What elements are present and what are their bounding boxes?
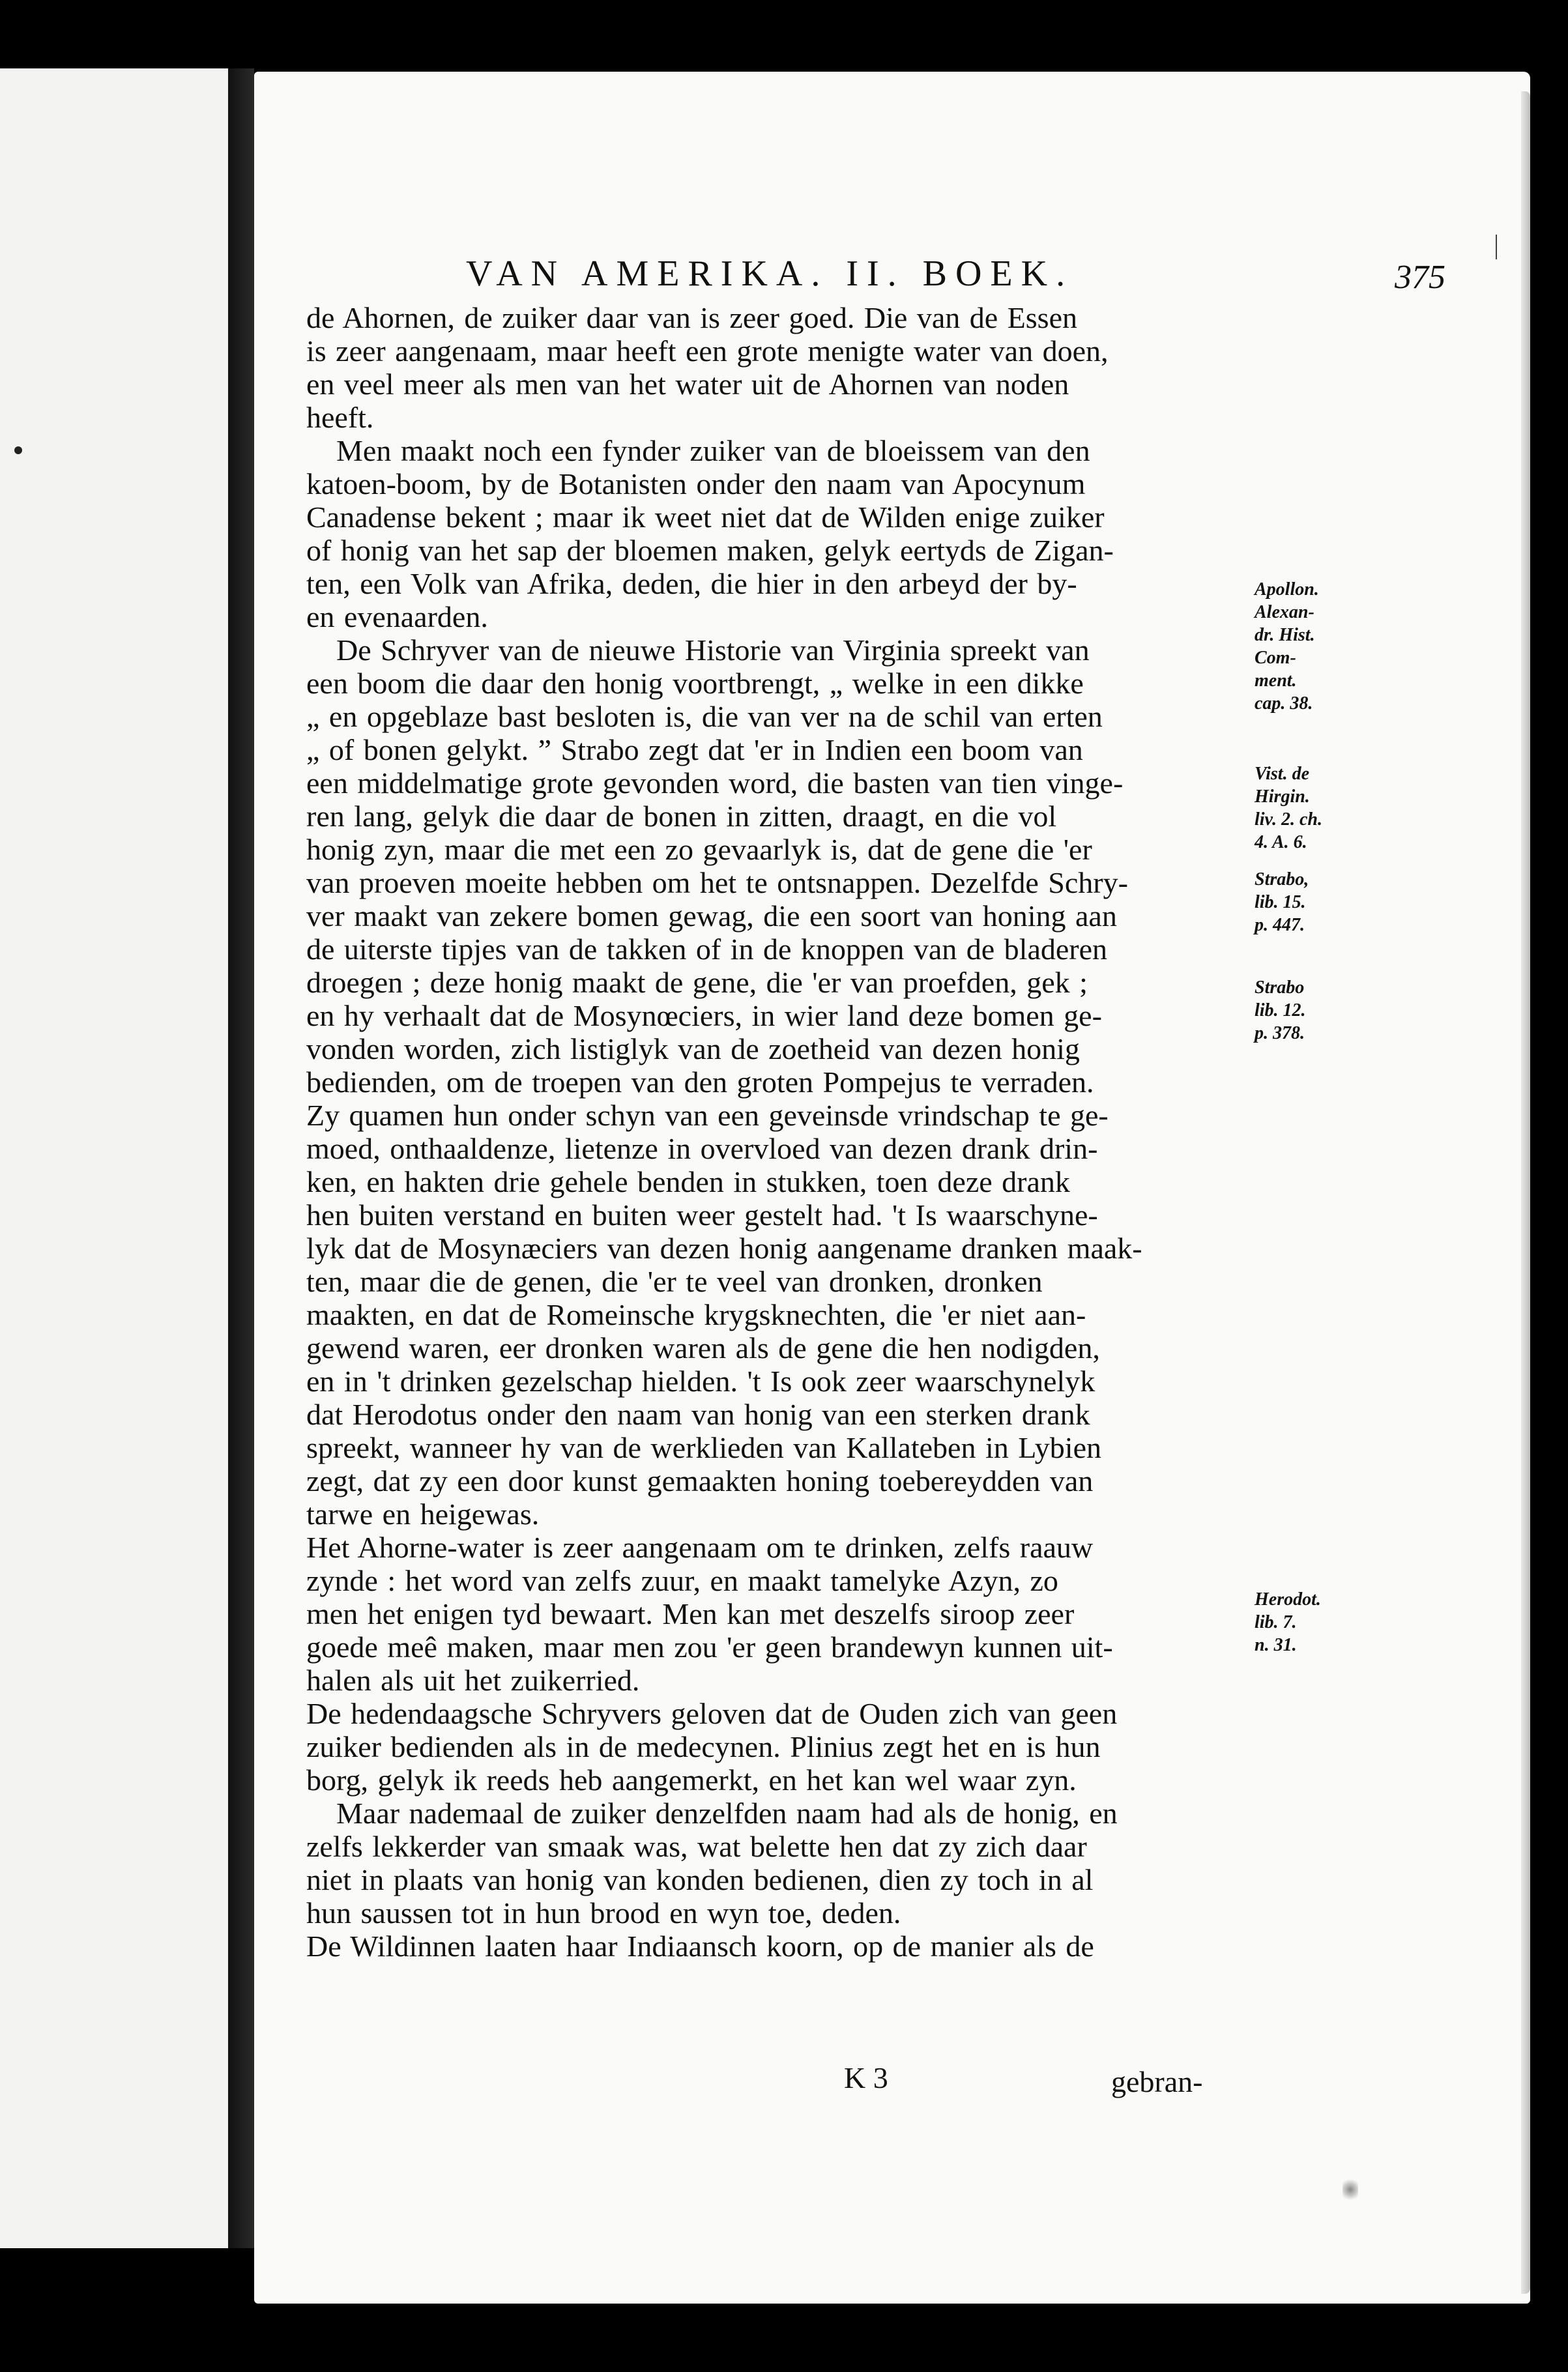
text-line: en in 't drinken gezelschap hielden. 't Is ook zeer waarschynelyk — [306, 1365, 1096, 1398]
text-line: spreekt, wanneer hy van de werklieden van Kallateben in Lybien — [306, 1431, 1101, 1464]
text-line: vonden worden, zich listiglyk van de zoetheid van dezen honig — [306, 1032, 1080, 1065]
text-line: moed, onthaaldenze, lietenze in overvloed van dezen drank drin- — [306, 1132, 1098, 1165]
margin-note-strabo-12: Strabo lib. 12. p. 378. — [1255, 977, 1306, 1043]
page-smudge — [1343, 2177, 1358, 2203]
text-line: en evenaarden. — [306, 600, 488, 633]
text-line: heeft. — [306, 401, 374, 434]
text-line: is zeer aangenaam, maar heeft een grote menigte water van doen, — [306, 334, 1109, 368]
text-line: bedienden, om de troepen van den groten Pompejus te verraden. — [306, 1065, 1094, 1099]
main-column — [306, 301, 1232, 1963]
text-line: Zy quamen hun onder schyn van een geveinsde vrindschap te ge- — [306, 1099, 1109, 1132]
margin-note-apollon: Apollon. Alexan- dr. Hist. Com- ment. cap. 38. — [1255, 579, 1319, 714]
ink-dot — [14, 446, 22, 454]
text-line: Canadense bekent ; maar ik weet niet dat de Wilden enige zuiker — [306, 500, 1105, 534]
margin-note-strabo-15: Strabo, lib. 15. p. 447. — [1255, 869, 1309, 935]
text-line: borg, gelyk ik reeds heb aangemerkt, en het kan wel waar zyn. — [306, 1763, 1077, 1797]
book-gutter — [228, 68, 254, 2248]
text-line: een boom die daar den honig voortbrengt, „ welke in een dikke — [306, 667, 1084, 700]
text-line: lyk dat de Mosynæciers van dezen honig aangename dranken maak- — [306, 1232, 1142, 1265]
facing-page — [0, 68, 229, 2248]
text-line: de Ahornen, de zuiker daar van is zeer goed. Die van de Essen — [306, 301, 1077, 334]
catchword: gebran- — [1111, 2065, 1203, 2098]
text-line: droegen ; deze honig maakt de gene, die 'er van proefden, gek ; — [306, 966, 1088, 999]
text-line: hun saussen tot in hun brood en wyn toe, deden. — [306, 1896, 901, 1930]
text-line: zelfs lekkerder van smaak was, wat belette hen dat zy zich daar — [306, 1830, 1087, 1863]
text-line: en veel meer als men van het water uit de Ahornen van noden — [306, 368, 1069, 401]
text-line: Maar nademaal de zuiker denzelfden naam had als de honig, en — [336, 1797, 1118, 1830]
text-line: de uiterste tipjes van de takken of in de knoppen van de bladeren — [306, 933, 1108, 966]
text-line: ken, en hakten drie gehele benden in stukken, toen deze drank — [306, 1165, 1070, 1198]
text-line: tarwe en heigewas. — [306, 1497, 540, 1531]
text-line: ten, een Volk van Afrika, deden, die hier in den arbeyd der by- — [306, 567, 1077, 600]
text-line: zynde : het word van zelfs zuur, en maakt tamelyke Azyn, zo — [306, 1564, 1058, 1597]
text-line: maakten, en dat de Romeinsche krygsknechten, die 'er niet aan- — [306, 1298, 1086, 1331]
text-line: niet in plaats van honig van konden bedienen, dien zy toch in al — [306, 1863, 1094, 1896]
text-line: zuiker bedienden als in de medecynen. Plinius zegt het en is hun — [306, 1730, 1101, 1763]
text-line: van proeven moeite hebben om het te ontsnappen. Dezelfde Schry- — [306, 866, 1128, 899]
running-head: VAN AMERIKA. II. BOEK. — [466, 253, 1074, 294]
text-line: De Wildinnen laaten haar Indiaansch koorn, op de manier als de — [306, 1930, 1094, 1963]
text-line: De hedendaagsche Schryvers geloven dat de Ouden zich van geen — [306, 1697, 1118, 1730]
text-line: ver maakt van zekere bomen gewag, die een soort van honing aan — [306, 899, 1117, 933]
text-line: ren lang, gelyk die daar de bonen in zitten, draagt, en die vol — [306, 800, 1057, 833]
signature-mark: K 3 — [844, 2061, 888, 2094]
text-line: goede meê maken, maar men zou 'er geen brandewyn kunnen uit- — [306, 1630, 1113, 1664]
page-edge — [1521, 91, 1530, 2294]
text-line: Men maakt noch een fynder zuiker van de bloeissem van den — [336, 434, 1090, 467]
text-line: Het Ahorne-water is zeer aangenaam om te drinken, zelfs raauw — [306, 1531, 1094, 1564]
text-line: ten, maar die de genen, die 'er te veel van dronken, dronken — [306, 1265, 1043, 1298]
text-line: De Schryver van de nieuwe Historie van Virginia spreekt van — [336, 633, 1090, 667]
text-line: zegt, dat zy een door kunst gemaakten honing toebereydden van — [306, 1464, 1094, 1497]
margin-note-vist: Vist. de Hirgin. liv. 2. ch. 4. A. 6. — [1255, 764, 1322, 852]
text-line: of honig van het sap der bloemen maken, gelyk eertyds de Zigan- — [306, 534, 1114, 567]
text-line: een middelmatige grote gevonden word, die basten van tien vinge- — [306, 766, 1124, 800]
text-line: en hy verhaalt dat de Mosynœciers, in wier land deze bomen ge- — [306, 999, 1102, 1032]
page-number: 375 — [1395, 259, 1445, 296]
text-line: men het enigen tyd bewaart. Men kan met deszelfs siroop zeer — [306, 1597, 1075, 1630]
text-line: gewend waren, eer dronken waren als de gene die hen nodigden, — [306, 1331, 1100, 1365]
text-line: hen buiten verstand en buiten weer gestelt had. 't Is waarschyne- — [306, 1198, 1098, 1232]
text-line: „ en opgeblaze bast besloten is, die van ver na de schil van erten — [306, 700, 1103, 733]
margin-note-herodot: Herodot. lib. 7. n. 31. — [1255, 1589, 1321, 1655]
text-line: dat Herodotus onder den naam van honig van een sterken drank — [306, 1398, 1090, 1431]
text-line: „ of bonen gelykt. ” Strabo zegt dat 'er in Indien een boom van — [306, 733, 1083, 766]
text-line: honig zyn, maar die met een zo gevaarlyk is, dat de gene die 'er — [306, 833, 1092, 866]
text-line: katoen-boom, by de Botanisten onder den naam van Apocynum — [306, 467, 1086, 500]
book-page — [254, 72, 1530, 2304]
text-line: halen als uit het zuikerried. — [306, 1664, 640, 1697]
